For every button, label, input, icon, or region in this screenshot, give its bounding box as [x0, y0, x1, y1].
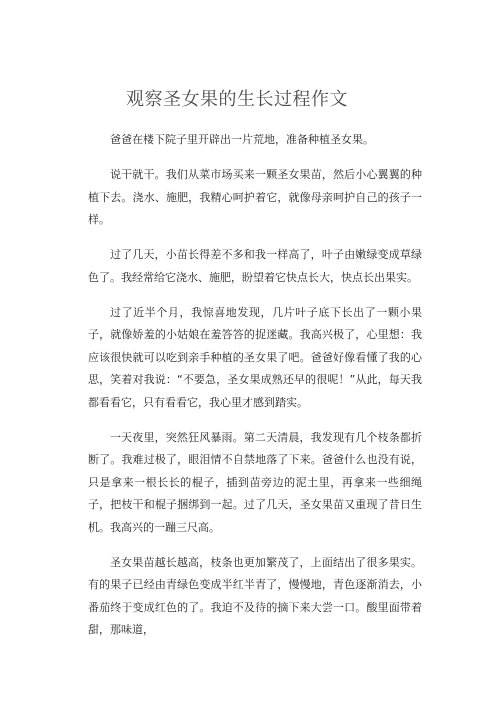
paragraph-4: 过了近半个月，我惊喜地发现，几片叶子底下长出了一颗小果子，就像娇羞的小姑娘在羞答答的捉迷藏。我高兴极了，心里想：我应该很快就可以吃到亲手种植的圣女果了吧。爸爸好像看懂了我的心思，笑着对我说：“不要急，圣女果成熟还早的很呢！”从此，每天我都看看它，只有看看它，我心里才感到踏实。: [88, 305, 422, 409]
document-body: [88, 129, 422, 642]
document-title: 观察圣女果的生长过程作文: [126, 89, 348, 110]
paragraph-5: 一天夜里，突然狂风暴雨。第二天清晨，我发现有几个枝条都折断了。我难过极了，眼泪情不自禁地落了下来。爸爸什么也没有说，只是拿来一根长长的棍子，插到苗旁边的泥土里，再拿来一些细绳子，把枝干和棍子捆绑到一起。过了几天，圣女果苗又重现了昔日生机。我高兴的一蹦三尺高。: [88, 430, 422, 534]
paragraph-2: 说干就干。我们从菜市场买来一颗圣女果苗，然后小心翼翼的种植下去。浇水、施肥，我精心呵护着它，就像母亲呵护自己的孩子一样。: [88, 168, 422, 226]
paragraph-3: 过了几天，小苗长得差不多和我一样高了，叶子由嫩绿变成草绿色了。我经常给它浇水、施肥，盼望着它快点长大，快点长出果实。: [88, 248, 422, 284]
paragraph-1: 爸爸在楼下院子里开辟出一片荒地，准备种植圣女果。: [110, 133, 374, 146]
paragraph-6: 圣女果苗越长越高，枝条也更加繁茂了，上面结出了很多果实。有的果子已经由青绿色变成半红半青了，慢慢地，青色逐渐消去，小番茄终于变成红色的了。我迫不及待的摘下来大尝一口。酸里面带着甜，那味道，: [88, 555, 422, 636]
